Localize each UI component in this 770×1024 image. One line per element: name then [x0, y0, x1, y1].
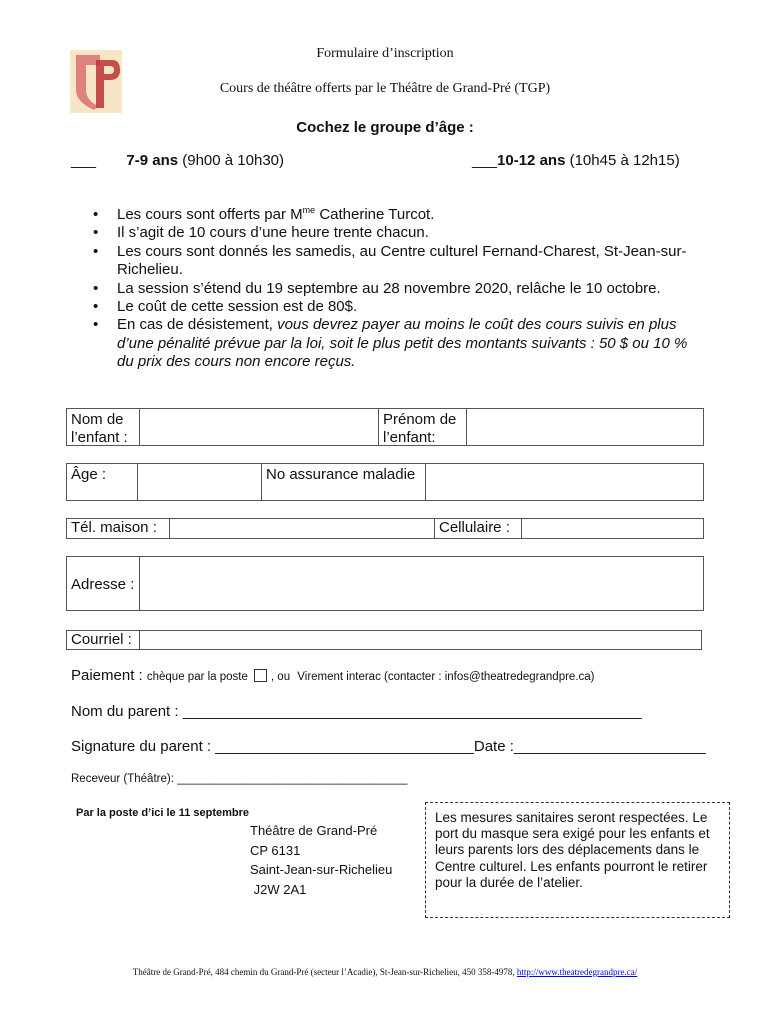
info-list [93, 206, 703, 372]
child-firstname-label: Prénom de l’enfant: [383, 411, 457, 446]
info-item: • La session s’étend du 19 septembre au 28 novembre 2020, relâche le 10 octobre. [93, 280, 703, 298]
parent-name-line[interactable]: Nom du parent : _______________________________________________________ [71, 703, 642, 720]
address-label: Adresse : [71, 576, 135, 593]
email-field[interactable] [140, 631, 701, 649]
age-blank: ___ [71, 152, 97, 169]
footer-text: Théâtre de Grand-Pré, 484 chemin du Grand-Pré (secteur l’Acadie), St-Jean-sur-Richelieu, 450 358-4978, [132, 967, 517, 977]
mail-deadline: Par la poste d’ici le 11 septembre [76, 807, 250, 819]
payment-sep: , ou [270, 671, 294, 683]
age-blank: ___ [472, 152, 498, 169]
home-phone-label: Tél. maison : [71, 519, 157, 536]
cheque-checkbox[interactable] [254, 669, 267, 682]
sanitary-notice [425, 802, 730, 918]
health-insurance-label: No assurance maladie [266, 466, 416, 483]
age-prompt: Cochez le groupe d’âge : [296, 119, 474, 136]
address-line: CP 6131 [250, 842, 301, 858]
address-field[interactable] [140, 557, 703, 610]
payment-option-interac: Virement interac (contacter : infos@theatredegrandpre.ca) [297, 671, 595, 683]
payment-label: Paiement : [71, 667, 147, 684]
address-line: Saint-Jean-sur-Richelieu [250, 862, 393, 877]
home-phone-field[interactable] [170, 519, 434, 538]
child-lastname-field[interactable] [140, 409, 378, 445]
sanitary-text: Les mesures sanitaires seront respectées. Le port du masque sera exigé pour les enfants et leurs parents lors des déplacements dans le Centre culturel. Les enfants pourront le retirer pour la durée de l’atelier. [435, 810, 710, 890]
info-item: • Les cours sont donnés les samedis, au Centre culturel Fernand-Charest, St-Jean-sur-Richelieu. [93, 243, 703, 280]
footer [0, 967, 770, 977]
age-group-10-12[interactable] [472, 152, 680, 169]
form-subtitle: Cours de théâtre offerts par le Théâtre de Grand-Pré (TGP) [219, 81, 551, 96]
payment-line [71, 667, 595, 684]
website-link[interactable]: http://www.theatredegrandpre.ca/ [516, 967, 638, 977]
info-item: • Le coût de cette session est de 80$. [93, 298, 703, 316]
info-item: • En cas de désistement, vous devrez payer au moins le coût des cours suivis en plus d’une pénalité prévue par la loi, soit le plus petit des montants suivants : 50 $ ou 10 % du prix des cours non encore reçus. [93, 316, 703, 371]
child-firstname-field[interactable] [467, 409, 703, 445]
age-group-time: (10h45 à 12h15) [569, 152, 680, 169]
health-insurance-field[interactable] [426, 464, 703, 500]
email-label: Courriel : [71, 631, 132, 648]
mailing-address [250, 821, 392, 899]
signature-line[interactable]: Signature du parent : _______________________________Date :_______________________ [71, 738, 706, 755]
info-item: • Les cours sont offerts par $M^{me}$ Catherine Turcot. [93, 206, 703, 224]
address-line: J2W 2A1 [250, 881, 307, 897]
address-line: Théâtre de Grand-Pré [250, 823, 378, 838]
cell-phone-label: Cellulaire : [439, 519, 510, 536]
age-label: Âge : [71, 466, 107, 483]
age-field[interactable] [138, 464, 261, 500]
payment-option-cheque: chèque par la poste [146, 671, 248, 683]
info-item: • Il s’agit de 10 cours d’une heure trente chacun. [93, 224, 703, 242]
age-group-7-9[interactable] [71, 152, 284, 169]
age-group-time: (9h00 à 10h30) [182, 152, 284, 169]
receiver-line[interactable]: Receveur (Théâtre): ____________________________________ [71, 773, 408, 785]
cell-phone-field[interactable] [522, 519, 703, 538]
age-group-label: 7-9 ans [126, 152, 179, 169]
form-title: Formulaire d’inscription [316, 46, 454, 61]
child-lastname-label: Nom de l’enfant : [71, 411, 128, 446]
age-group-label: 10-12 ans [497, 152, 566, 169]
